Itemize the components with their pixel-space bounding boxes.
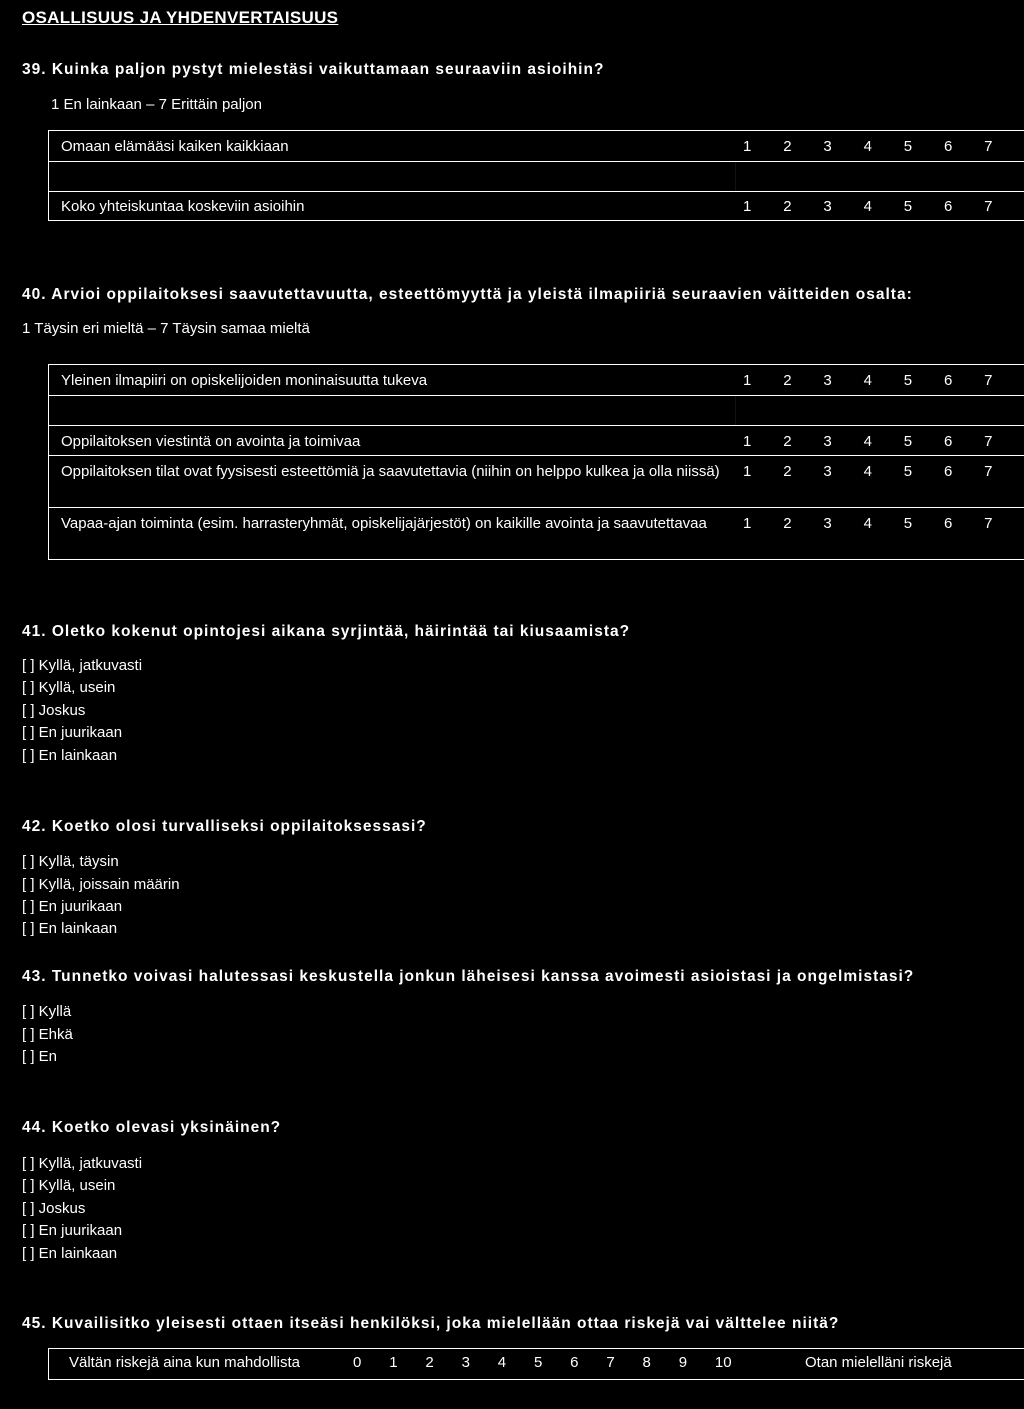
option-checkbox[interactable]: [ ] Joskus <box>22 702 86 719</box>
option-checkbox[interactable]: [ ] Kyllä, jatkuvasti <box>22 1155 143 1172</box>
rating-7[interactable]: 7 <box>606 1354 615 1371</box>
option-checkbox[interactable]: [ ] En juurikaan <box>22 724 123 741</box>
rating-5[interactable]: 5 <box>903 433 913 450</box>
scale-left-label: Vältän riskejä aina kun mahdollista <box>69 1354 300 1371</box>
option-checkbox[interactable]: [ ] En juurikaan <box>22 898 123 915</box>
rating-3[interactable]: 3 <box>823 463 832 480</box>
table-row <box>49 456 1024 508</box>
rating-6[interactable]: 6 <box>943 463 953 480</box>
rating-4[interactable]: 4 <box>497 1354 507 1371</box>
rating-7[interactable]: 7 <box>984 372 993 389</box>
question-40-table <box>48 364 1024 560</box>
rating-options[interactable] <box>743 431 1024 452</box>
rating-5[interactable]: 5 <box>533 1354 543 1371</box>
rating-3[interactable]: 3 <box>823 198 832 215</box>
option-checkbox[interactable]: [ ] En lainkaan <box>22 747 118 764</box>
option-checkbox[interactable]: [ ] En lainkaan <box>22 1245 118 1262</box>
question-42-title: 42. Koetko olosi turvalliseksi oppilaitoksessasi? <box>22 818 427 835</box>
table-row <box>49 365 1024 396</box>
rating-7[interactable]: 7 <box>984 515 993 532</box>
rating-1[interactable]: 1 <box>743 433 752 450</box>
row-label: Koko yhteiskuntaa koskeviin asioihin <box>61 198 305 215</box>
table-row <box>49 192 1024 220</box>
rating-5[interactable]: 5 <box>903 372 913 389</box>
blank-row <box>49 396 1024 426</box>
option-checkbox[interactable]: [ ] En <box>22 1048 58 1065</box>
rating-2[interactable]: 2 <box>783 463 792 480</box>
rating-4[interactable]: 4 <box>863 138 872 155</box>
rating-1[interactable]: 1 <box>743 138 752 155</box>
rating-2[interactable]: 2 <box>783 515 792 532</box>
row-label: Omaan elämääsi kaiken kaikkiaan <box>61 138 289 155</box>
rating-9[interactable]: 9 <box>678 1354 688 1371</box>
rating-6[interactable]: 6 <box>943 433 953 450</box>
rating-2[interactable]: 2 <box>783 372 792 389</box>
rating-6[interactable]: 6 <box>943 372 953 389</box>
rating-3[interactable]: 3 <box>823 372 832 389</box>
section-title: OSALLISUUS JA YHDENVERTAISUUS <box>22 8 339 27</box>
table-row <box>49 131 1024 162</box>
rating-options[interactable] <box>743 196 1024 217</box>
rating-options[interactable] <box>743 136 1024 157</box>
table-row <box>49 508 1024 559</box>
rating-1[interactable]: 1 <box>389 1354 398 1371</box>
rating-5[interactable]: 5 <box>903 198 913 215</box>
question-44-title: 44. Koetko olevasi yksinäinen? <box>22 1119 282 1136</box>
rating-7[interactable]: 7 <box>984 138 993 155</box>
rating-5[interactable]: 5 <box>903 463 913 480</box>
rating-1[interactable]: 1 <box>743 198 752 215</box>
rating-6[interactable]: 6 <box>943 515 953 532</box>
rating-options[interactable] <box>743 513 1024 534</box>
scale-right-label: Otan mielelläni riskejä <box>805 1354 952 1371</box>
rating-6[interactable]: 6 <box>570 1354 579 1371</box>
question-45-scale-row <box>48 1348 1024 1380</box>
row-label: Yleinen ilmapiiri on opiskelijoiden moninaisuutta tukeva <box>61 372 428 389</box>
option-checkbox[interactable]: [ ] Kyllä, usein <box>22 679 116 696</box>
option-checkbox[interactable]: [ ] Ehkä <box>22 1026 73 1043</box>
rating-3[interactable]: 3 <box>823 433 832 450</box>
rating-4[interactable]: 4 <box>863 463 872 480</box>
question-45-title: 45. Kuvailisitko yleisesti ottaen itseäsi henkilöksi, joka mielellään ottaa riskejä vai välttelee niitä? <box>22 1315 840 1332</box>
option-checkbox[interactable]: [ ] Kyllä, jatkuvasti <box>22 657 143 674</box>
rating-4[interactable]: 4 <box>863 433 872 450</box>
question-39-title: 39. Kuinka paljon pystyt mielestäsi vaikuttamaan seuraaviin asioihin? <box>22 61 605 78</box>
rating-3[interactable]: 3 <box>823 515 832 532</box>
rating-options[interactable] <box>353 1354 751 1371</box>
question-41-title: 41. Oletko kokenut opintojesi aikana syrjintää, häirintää tai kiusaamista? <box>22 623 631 640</box>
question-39-scale: 1 En lainkaan – 7 Erittäin paljon <box>51 96 262 113</box>
rating-5[interactable]: 5 <box>903 138 913 155</box>
question-39-table <box>48 130 1024 221</box>
option-checkbox[interactable]: [ ] En lainkaan <box>22 920 118 937</box>
rating-1[interactable]: 1 <box>743 372 752 389</box>
rating-4[interactable]: 4 <box>863 372 872 389</box>
question-40-title: 40. Arvioi oppilaitoksesi saavutettavuutta, esteettömyyttä ja yleistä ilmapiiriä seuraavien väitteiden osalta: <box>22 286 913 303</box>
rating-7[interactable]: 7 <box>984 463 993 480</box>
rating-6[interactable]: 6 <box>943 138 953 155</box>
rating-0[interactable]: 0 <box>353 1354 362 1371</box>
rating-1[interactable]: 1 <box>743 463 752 480</box>
question-43-title: 43. Tunnetko voivasi halutessasi keskustella jonkun läheisesi kanssa avoimesti asioistasi ja ongelmistasi? <box>22 968 915 985</box>
row-label: Vapaa-ajan toiminta (esim. harrasteryhmät, opiskelijajärjestöt) on kaikille avointa ja saavutettavaa <box>61 515 707 532</box>
rating-2[interactable]: 2 <box>425 1354 434 1371</box>
row-label: Oppilaitoksen viestintä on avointa ja toimivaa <box>61 433 361 450</box>
rating-6[interactable]: 6 <box>943 198 953 215</box>
rating-10[interactable]: 10 <box>714 1354 732 1371</box>
option-checkbox[interactable]: [ ] Kyllä <box>22 1003 72 1020</box>
rating-options[interactable] <box>743 461 1024 482</box>
option-checkbox[interactable]: [ ] Kyllä, joissain määrin <box>22 876 180 893</box>
rating-1[interactable]: 1 <box>743 515 752 532</box>
option-checkbox[interactable]: [ ] Kyllä, täysin <box>22 853 119 870</box>
rating-8[interactable]: 8 <box>642 1354 651 1371</box>
rating-3[interactable]: 3 <box>461 1354 470 1371</box>
option-checkbox[interactable]: [ ] Kyllä, usein <box>22 1177 116 1194</box>
rating-4[interactable]: 4 <box>863 198 872 215</box>
rating-2[interactable]: 2 <box>783 138 792 155</box>
row-label: Oppilaitoksen tilat ovat fyysisesti esteettömiä ja saavutettavia (niihin on helppo kulkea ja olla niissä) <box>61 463 720 480</box>
question-40-scale: 1 Täysin eri mieltä – 7 Täysin samaa mieltä <box>22 320 310 337</box>
rating-5[interactable]: 5 <box>903 515 913 532</box>
rating-options[interactable] <box>743 370 1024 391</box>
option-checkbox[interactable]: [ ] En juurikaan <box>22 1222 123 1239</box>
blank-row <box>49 162 1024 192</box>
rating-3[interactable]: 3 <box>823 138 832 155</box>
table-row <box>49 426 1024 456</box>
rating-2[interactable]: 2 <box>783 198 792 215</box>
rating-2[interactable]: 2 <box>783 433 792 450</box>
rating-4[interactable]: 4 <box>863 515 872 532</box>
option-checkbox[interactable]: [ ] Joskus <box>22 1200 86 1217</box>
rating-7[interactable]: 7 <box>984 198 993 215</box>
rating-7[interactable]: 7 <box>984 433 993 450</box>
